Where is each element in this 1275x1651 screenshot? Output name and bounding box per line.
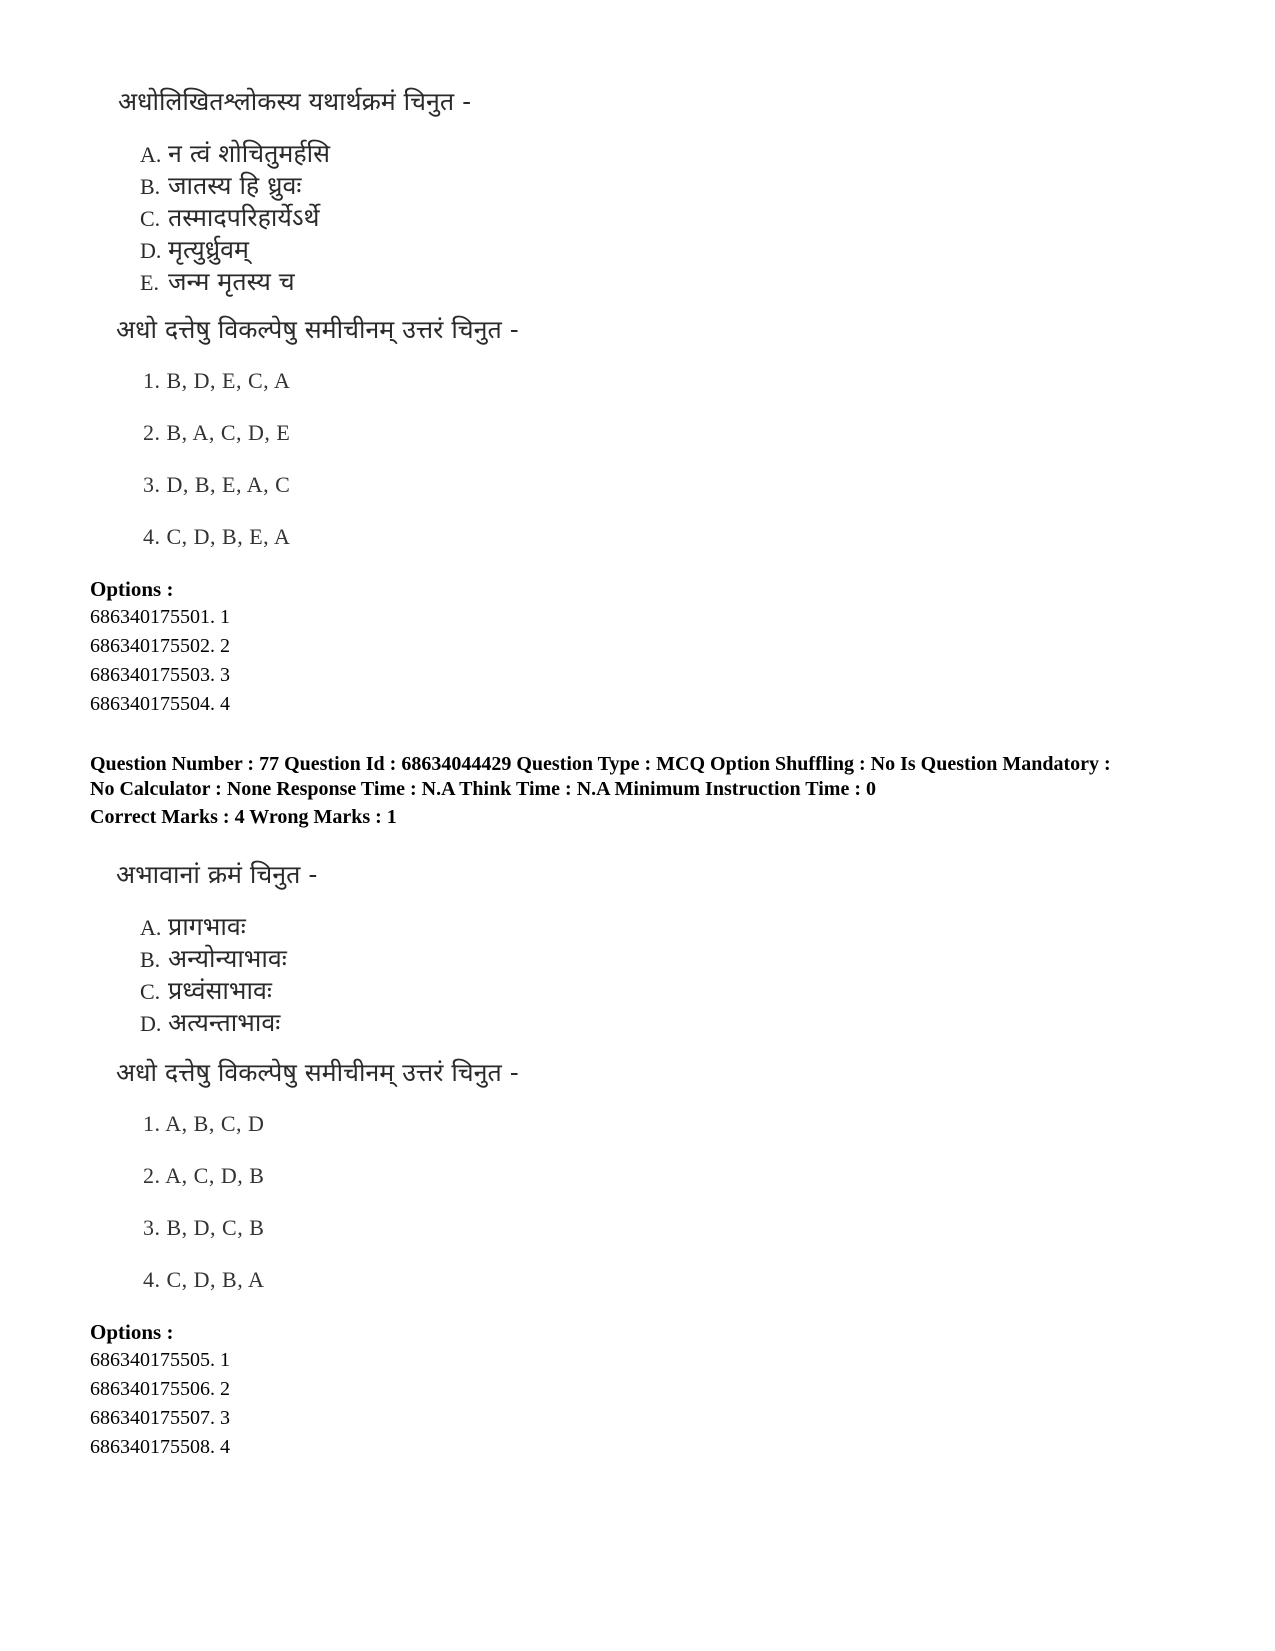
q76-choice-4: 4. C, D, B, E, A	[143, 524, 291, 549]
q76-item-e: E. जन्म मृतस्य च	[140, 267, 295, 296]
q76-item-c: C. तस्मादपरिहार्येऽर्थे	[140, 203, 320, 232]
option-row: 686340175505. 1	[90, 1349, 230, 1371]
q76-choice-2: 2. B, A, C, D, E	[143, 420, 291, 445]
q77-choice-2: 2. A, C, D, B	[143, 1163, 265, 1188]
q77-item-d: D. अत्यन्ताभावः	[140, 1008, 281, 1037]
q76-options-list	[90, 603, 230, 719]
option-row: 686340175508. 4	[90, 1436, 230, 1458]
q77-stem: अभावानां क्रमं चिनुत -	[116, 860, 318, 889]
q76-items	[140, 138, 330, 298]
q77-items	[140, 911, 287, 1039]
option-row: 686340175504. 4	[90, 693, 230, 715]
q77-choice-3: 3. B, D, C, B	[143, 1215, 265, 1240]
option-row: 686340175506. 2	[90, 1378, 230, 1400]
q76-item-a: A. न त्वं शोचितुमर्हसि	[140, 139, 330, 168]
q77-choice-4: 4. C, D, B, A	[143, 1267, 265, 1292]
q76-options-label: Options :	[90, 577, 174, 601]
q76-stem: अधोलिखितश्लोकस्य यथार्थक्रमं चिनुत -	[118, 87, 472, 116]
q76-item-b: B. जातस्य हि ध्रुवः	[140, 171, 302, 200]
q77-item-b: B. अन्योन्याभावः	[140, 944, 287, 973]
option-row: 686340175501. 1	[90, 606, 230, 628]
q76-choice-1: 1. B, D, E, C, A	[143, 368, 291, 393]
q77-item-c: C. प्रध्वंसाभावः	[140, 976, 272, 1005]
q77-meta-line-2: No Calculator : None Response Time : N.A Think Time : N.A Minimum Instruction Time : 0	[90, 778, 876, 800]
q77-meta-line-1: Question Number : 77 Question Id : 68634044429 Question Type : MCQ Option Shuffling : No Is Question Mandatory :	[90, 753, 1111, 775]
q77-choice-1: 1. A, B, C, D	[143, 1111, 265, 1136]
q76-item-d: D. मृत्युर्ध्रुवम्	[140, 235, 249, 264]
option-row: 686340175502. 2	[90, 635, 230, 657]
q77-options-label: Options :	[90, 1320, 174, 1344]
q76-choice-3: 3. D, B, E, A, C	[143, 472, 291, 497]
q76-prompt: अधो दत्तेषु विकल्पेषु समीचीनम् उत्तरं चिनुत -	[116, 315, 519, 344]
option-row: 686340175507. 3	[90, 1407, 230, 1429]
q77-marks: Correct Marks : 4 Wrong Marks : 1	[90, 806, 397, 828]
q77-meta	[90, 752, 1111, 830]
option-row: 686340175503. 3	[90, 664, 230, 686]
q77-options-list	[90, 1346, 230, 1462]
q77-prompt: अधो दत्तेषु विकल्पेषु समीचीनम् उत्तरं चिनुत -	[116, 1058, 519, 1087]
q77-item-a: A. प्रागभावः	[140, 912, 246, 941]
